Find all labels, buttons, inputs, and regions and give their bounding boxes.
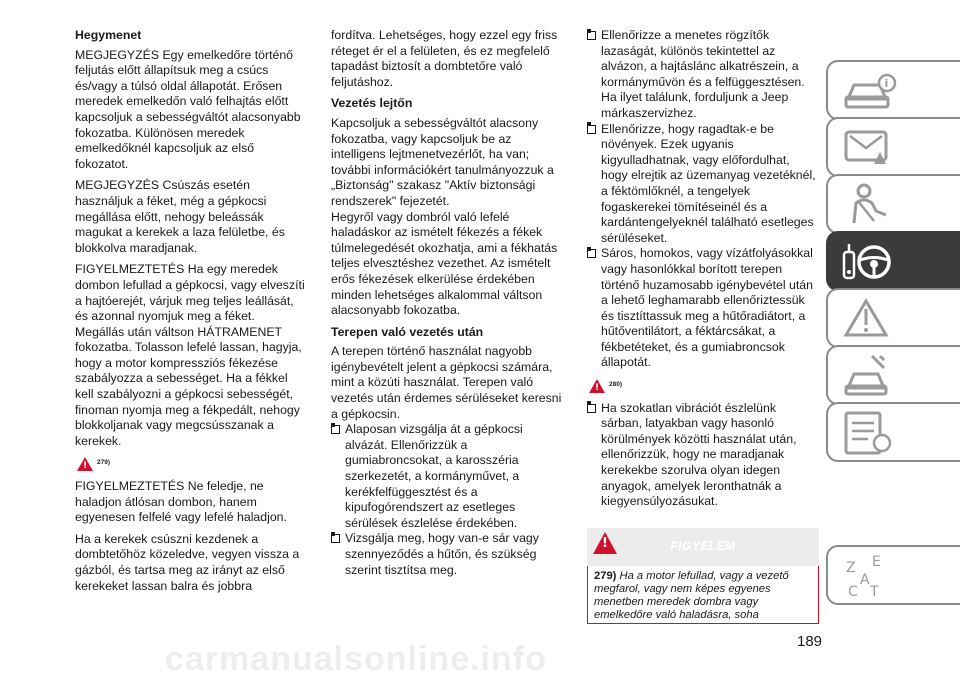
svg-text:A: A bbox=[860, 572, 870, 588]
svg-text:i: i bbox=[884, 77, 889, 90]
bullet-item: Vizsgálja meg, hogy van-e sár vagy szennyeződés a hűtőn, és szükség szerint tisztítsa meg. bbox=[331, 531, 563, 578]
paragraph: Ha a kerekek csúszni kezdenek a dombtetőhöz közeledve, vegyen vissza a gázból, és tartsa meg az irányt az első kerekeket lassan balra és jobbra bbox=[75, 531, 300, 593]
bullet-item: Ellenőrizze, hogy ragadtak-e be növények. Ezek ugyanis kigyulladhatnak, vagy előfordulhat, hogy elrejtik az üzemanyag vezetéknél, a féktömlőknél, a tengelyek fogaskerekei tömítéseinél és a kardántengelyeknél található esetleges sérüléseket. bbox=[587, 122, 819, 247]
section-heading-after-offroad: Terepen való vezetés után bbox=[331, 324, 484, 339]
text-column-2 bbox=[331, 28, 563, 578]
svg-text:C: C bbox=[848, 584, 858, 600]
paragraph: Hegyről vagy dombról való lefelé haladáskor az ismételt fékezés a fékek túlmelegedését okozhatja, ami a fékhatás teljes elvesztéshez vezethet. Az ismételt erős fékezések elkerülése érdekében minden lehetséges alkalommal váltson alacsonyabb fokozatba. bbox=[331, 209, 558, 318]
paragraph: Kapcsoljuk a sebességváltót alacsony fokozatba, vagy kapcsoljuk be az intelligens lejtmenetvezérlőt, ha van; további információkért tanulmányozzuk a „Biztonság" szakasz "Aktív biztonsági rendszerek" fejezetét. bbox=[331, 115, 554, 208]
chapter-tab-maintenance[interactable] bbox=[826, 345, 960, 405]
warning-reference[interactable] bbox=[589, 377, 819, 393]
warning-reference-number: 280) bbox=[609, 381, 623, 389]
bullet-item: Ellenőrizze a menetes rögzítők lazaságát, különös tekintettel az alvázon, a hajtáslánc alkatrészein, a kormányművön és a felfüggesztésen. Ha ilyet találunk, forduljunk a Jeep márkaszervizhez. bbox=[587, 28, 819, 122]
chapter-tab-technical-data[interactable] bbox=[826, 402, 960, 462]
index-icon bbox=[840, 552, 900, 600]
maintenance-icon bbox=[840, 352, 900, 400]
chapter-tab-safety[interactable] bbox=[826, 174, 960, 234]
car-info-icon bbox=[840, 67, 900, 115]
watermark: carmanualsonline.info bbox=[165, 640, 547, 678]
warning-reference-number: 279) bbox=[97, 459, 111, 467]
svg-text:E: E bbox=[872, 554, 881, 570]
emergency-icon bbox=[840, 295, 900, 343]
warning-triangle-icon bbox=[593, 532, 617, 554]
paragraph: A terepen történő használat nagyobb igénybevételt jelent a gépkocsi számára, mint a közúti használat. Terepen való vezetés után érdemes sérüléseket keresni a gépkocsin. bbox=[331, 344, 562, 421]
text-column-3 bbox=[587, 28, 819, 624]
chapter-tab-dashboard[interactable] bbox=[826, 117, 960, 177]
dashboard-icon bbox=[840, 124, 900, 172]
paragraph: MEGJEGYZÉS Csúszás esetén használjuk a féket, még a gépkocsi megállása előtt, nehogy beleássák magukat a kerekek a laza felületbe, és blokkolva maradjanak. bbox=[75, 178, 285, 255]
paragraph: FIGYELMEZTETÉS Ne feledje, ne haladjon átlósan dombon, hanem egyenesen felfelé vagy lefelé haladjon. bbox=[75, 479, 287, 525]
paragraph: FIGYELMEZTETÉS Ha egy meredek dombon lefullad a gépkocsi, vagy elveszíti a hajtóerejét, várjuk meg teljes leállását, és azonnal nyomjuk meg a féket. Megállás után váltson HÁTRAMENET fokozatba. Tolasson lefelé lassan, hagyja, hogy a motor kompressziós fékezése szabályozza a sebességet. Ha a fékkel kell szabályozni a gépkocsi sebességét, finoman nyomja meg a fékpedált, nehogy blokkoljanak vagy megcsússzanak a kerekek. bbox=[75, 262, 305, 448]
checkbox-bullet-icon bbox=[587, 404, 596, 413]
text-column-1 bbox=[75, 28, 305, 600]
warning-number: 279) bbox=[594, 569, 617, 582]
warning-text: Ha a motor lefullad, vagy a vezető megfarol, vagy nem képes egyenes menetben meredek dombra vagy emelkedőre való haladásra, soha bbox=[594, 569, 789, 621]
chapter-tab-emergency[interactable] bbox=[826, 288, 960, 348]
warning-triangle-icon bbox=[589, 379, 605, 393]
checkbox-bullet-icon bbox=[331, 534, 340, 543]
section-heading-downhill: Vezetés lejtőn bbox=[331, 96, 413, 111]
warning-triangle-icon bbox=[77, 457, 93, 471]
bullet-item: Sáros, homokos, vagy vízátfolyásokkal vagy hasonlókkal borított terepen történő huzamosabb igénybevétel után a lehető leghamarabb ellenőriztessük és tisztíttassuk meg a hűtőradiátort, a hűtőventilátort, a féktárcsákat, a fékbetéteket, és a gumiabroncsok állapotát. bbox=[587, 246, 819, 371]
chapter-tab-index[interactable] bbox=[826, 545, 960, 605]
chapter-tab-starting-driving[interactable] bbox=[826, 231, 960, 291]
bullet-item: Alaposan vizsgálja át a gépkocsi alvázát. Ellenőrizzük a gumiabroncsokat, a karosszéria szerkezetét, a kormányművet, a kerékfelfüggesztést és a kipufogórendszert az esetleges sérülések észlelése érdekében. bbox=[331, 422, 563, 531]
checkbox-bullet-icon bbox=[331, 425, 340, 434]
warning-box-header bbox=[587, 528, 819, 566]
starting-driving-icon bbox=[840, 238, 900, 286]
technical-data-icon bbox=[840, 409, 900, 457]
section-heading-uphill: Hegymenet bbox=[75, 28, 142, 42]
bullet-item: Ha szokatlan vibrációt észlelünk sárban, latyakban vagy hasonló körülmények közötti használat után, ellenőrizzük, hogy ne maradjanak kerekekbe szorulva olyan idegen anyagok, amelyek leronthatnák a kiegyensúlyozásukat. bbox=[587, 401, 819, 510]
paragraph: MEGJEGYZÉS Egy emelkedőre történő feljutás előtt állapítsuk meg a csúcs és/vagy a túlsó oldal állapotát. Erősen meredek emelkedőn való felhajtás előtt kapcsoljuk a sebességváltót alacsonyabb fokozatba. Különösen meredek emelkedőknél kapcsoljuk az első fokozatot. bbox=[75, 47, 301, 171]
paragraph: fordítva. Lehetséges, hogy ezzel egy friss réteget ér el a felületen, és ez megfelelő tapadást biztosít a dombtetőre való feljutáshoz. bbox=[331, 28, 558, 89]
warning-box bbox=[587, 566, 819, 624]
svg-text:Z: Z bbox=[846, 560, 856, 576]
page-number: 189 bbox=[797, 633, 823, 650]
checkbox-bullet-icon bbox=[587, 249, 596, 258]
checkbox-bullet-icon bbox=[587, 125, 596, 134]
warning-title: FIGYELEM bbox=[670, 539, 736, 554]
safety-icon bbox=[840, 181, 900, 229]
warning-reference[interactable] bbox=[77, 455, 305, 471]
svg-text:T: T bbox=[870, 584, 879, 600]
chapter-tab-car-info[interactable] bbox=[826, 60, 960, 120]
checkbox-bullet-icon bbox=[587, 31, 596, 40]
